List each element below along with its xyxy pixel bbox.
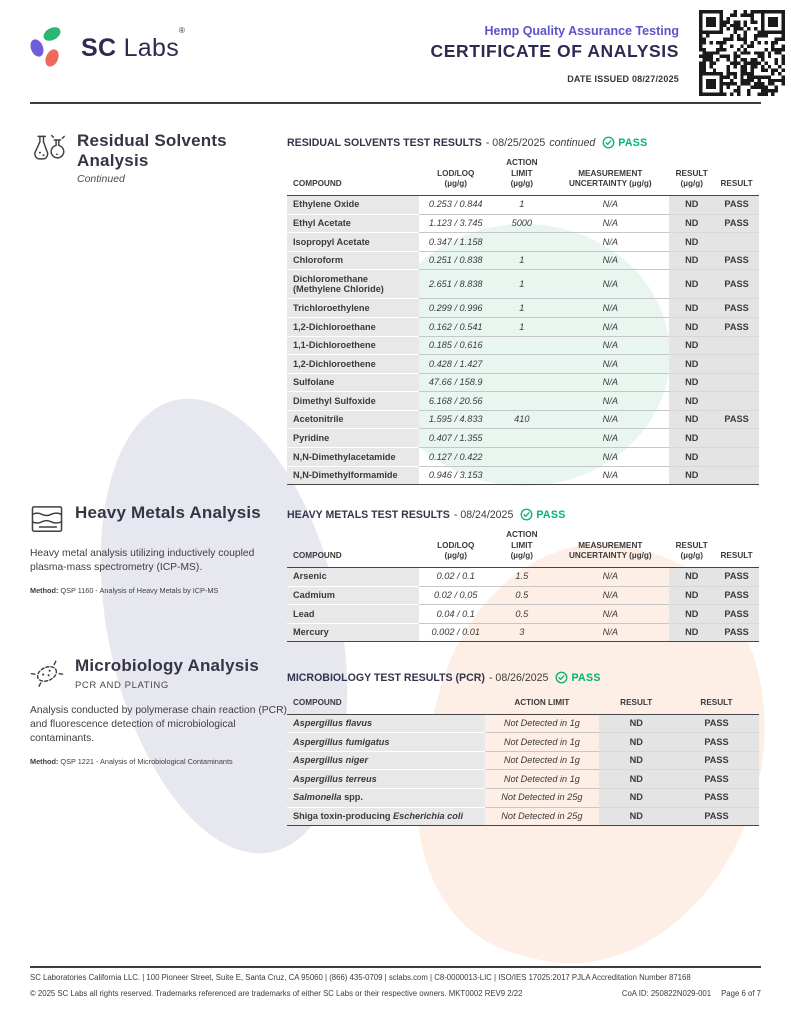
- cell-uncertainty: N/A: [551, 605, 669, 624]
- cell-action_limit: Not Detected in 1g: [485, 751, 598, 770]
- cell-uncertainty: N/A: [551, 355, 669, 374]
- cell-lod_loq: 0.185 / 0.616: [419, 336, 492, 355]
- cell-compound: 1,2-Dichloroethane: [287, 318, 419, 337]
- certificate-title: CERTIFICATE OF ANALYSIS: [430, 41, 679, 61]
- cell-compound: Mercury: [287, 623, 419, 642]
- cell-compound: Dimethyl Sulfoxide: [287, 392, 419, 411]
- cell-result: ND: [669, 567, 714, 586]
- cell-lod_loq: 6.168 / 20.56: [419, 392, 492, 411]
- cell-result: ND: [599, 751, 675, 770]
- cell-uncertainty: N/A: [551, 195, 669, 214]
- section-subtitle: Continued: [77, 173, 125, 185]
- cell-lod_loq: 0.162 / 0.541: [419, 318, 492, 337]
- cell-compound: Ethylene Oxide: [287, 195, 419, 214]
- results-note: continued: [549, 136, 596, 149]
- table-row: [287, 448, 759, 467]
- footer-copyright: © 2025 SC Labs all rights reserved. Trademarks referenced are trademarks of either SC Labs or their respective owners. MKT0002 REV9 2/22: [30, 989, 523, 998]
- cell-compound: Sulfolane: [287, 373, 419, 392]
- cell-status: PASS: [674, 733, 759, 752]
- section-method: [30, 586, 286, 595]
- cell-status: PASS: [714, 586, 759, 605]
- table-row: [287, 751, 759, 770]
- method-label: Method:: [30, 756, 59, 766]
- cell-status: [714, 392, 759, 411]
- cell-lod_loq: 0.946 / 3.153: [419, 466, 492, 485]
- header-title-block: [431, 24, 679, 84]
- cell-uncertainty: N/A: [551, 251, 669, 270]
- logo-labs: Labs: [123, 33, 180, 62]
- cell-compound: N,N-Dimethylformamide: [287, 466, 419, 485]
- pass-label: PASS: [536, 508, 566, 521]
- cell-lod_loq: 0.428 / 1.427: [419, 355, 492, 374]
- cell-result: ND: [599, 770, 675, 789]
- column-header-lod_loq: LOD/LOQ (µg/g): [419, 158, 492, 195]
- cell-uncertainty: N/A: [551, 336, 669, 355]
- table-row: [287, 788, 759, 807]
- cell-compound: Aspergillus niger: [287, 751, 485, 770]
- cell-compound: Isopropyl Acetate: [287, 233, 419, 252]
- cell-uncertainty: N/A: [551, 233, 669, 252]
- cell-status: [714, 429, 759, 448]
- cell-compound: Ethyl Acetate: [287, 214, 419, 233]
- table-row: [287, 195, 759, 214]
- cell-status: [714, 355, 759, 374]
- table-row: [287, 770, 759, 789]
- cell-compound: Acetonitrile: [287, 410, 419, 429]
- column-header-action_limit: ACTION LIMIT (µg/g): [492, 530, 551, 567]
- cell-compound: N,N-Dimethylacetamide: [287, 448, 419, 467]
- cell-result: ND: [669, 251, 714, 270]
- pass-check-icon: [602, 136, 615, 149]
- section-microbiology: [30, 656, 292, 766]
- cell-status: [714, 448, 759, 467]
- section-title: Residual Solvents Analysis: [77, 131, 227, 170]
- microbe-icon: [30, 657, 64, 689]
- cell-status: PASS: [714, 410, 759, 429]
- cell-action_limit: 3: [492, 623, 551, 642]
- cell-result: ND: [669, 392, 714, 411]
- qr-code: [699, 10, 785, 96]
- results-date: - 08/25/2025: [485, 136, 546, 149]
- cell-status: [714, 233, 759, 252]
- table-row: [287, 318, 759, 337]
- cell-status: PASS: [674, 788, 759, 807]
- cell-compound: Arsenic: [287, 567, 419, 586]
- program-title: Hemp Quality Assurance Testing: [484, 24, 679, 38]
- microbiology-table: [287, 698, 759, 826]
- column-header-action_limit: ACTION LIMIT: [485, 698, 598, 714]
- pass-check-icon: [520, 508, 533, 521]
- section-description: Heavy metal analysis utilizing inductively coupled plasma-mass spectrometry (ICP-MS).: [30, 548, 255, 573]
- table-row: [287, 623, 759, 642]
- pass-label: PASS: [618, 136, 648, 149]
- page-number: Page 6 of 7: [721, 989, 761, 998]
- cell-status: PASS: [674, 770, 759, 789]
- cell-compound: 1,1-Dichloroethene: [287, 336, 419, 355]
- cell-result: ND: [669, 429, 714, 448]
- column-header-compound: COMPOUND: [287, 158, 419, 195]
- cell-result: ND: [599, 807, 675, 826]
- heavy-metals-results: [287, 508, 759, 642]
- section-residual-solvents: [30, 131, 280, 185]
- cell-result: ND: [669, 270, 714, 299]
- cell-uncertainty: N/A: [551, 270, 669, 299]
- cell-result: ND: [669, 586, 714, 605]
- pass-badge: [602, 136, 647, 149]
- cell-result: ND: [669, 623, 714, 642]
- method-label: Method:: [30, 585, 59, 595]
- column-header-compound: COMPOUND: [287, 530, 419, 567]
- cell-action_limit: 1: [492, 318, 551, 337]
- cell-uncertainty: N/A: [551, 214, 669, 233]
- cell-action_limit: 410: [492, 410, 551, 429]
- cell-action_limit: 1: [492, 195, 551, 214]
- cell-lod_loq: 2.651 / 8.838: [419, 270, 492, 299]
- cell-action_limit: [492, 373, 551, 392]
- cell-lod_loq: 0.407 / 1.355: [419, 429, 492, 448]
- cell-compound: Shiga toxin-producing Escherichia coli: [287, 807, 485, 826]
- table-row: [287, 733, 759, 752]
- column-header-status: RESULT: [714, 158, 759, 195]
- residual-solvents-results: [287, 136, 759, 485]
- table-row: [287, 251, 759, 270]
- results-header: [287, 508, 759, 521]
- cell-action_limit: Not Detected in 25g: [485, 788, 598, 807]
- sclabs-logo: [30, 26, 185, 70]
- cell-action_limit: 5000: [492, 214, 551, 233]
- cell-uncertainty: N/A: [551, 466, 669, 485]
- cell-compound: Aspergillus fumigatus: [287, 733, 485, 752]
- cell-result: ND: [669, 299, 714, 318]
- cell-action_limit: 1.5: [492, 567, 551, 586]
- cell-status: PASS: [714, 605, 759, 624]
- cell-lod_loq: 0.127 / 0.422: [419, 448, 492, 467]
- section-subtitle: PCR AND PLATING: [75, 680, 169, 691]
- results-date: - 08/26/2025: [488, 671, 549, 684]
- results-header: [287, 671, 759, 684]
- results-table: [287, 698, 759, 826]
- results-title: HEAVY METALS TEST RESULTS: [287, 508, 450, 521]
- results-title: MICROBIOLOGY TEST RESULTS (PCR): [287, 671, 485, 684]
- heavy-metals-table: [287, 530, 759, 642]
- section-title: Heavy Metals Analysis: [75, 503, 261, 522]
- table-row: [287, 336, 759, 355]
- cell-action_limit: 1: [492, 299, 551, 318]
- column-header-compound: COMPOUND: [287, 698, 485, 714]
- sclabs-logo-text: [81, 25, 186, 63]
- column-header-status: RESULT: [714, 530, 759, 567]
- cell-result: ND: [669, 195, 714, 214]
- table-row: [287, 410, 759, 429]
- results-date: - 08/24/2025: [453, 508, 514, 521]
- cell-lod_loq: 0.347 / 1.158: [419, 233, 492, 252]
- column-header-result: RESULT (µg/g): [669, 158, 714, 195]
- cell-status: PASS: [714, 270, 759, 299]
- cell-result: ND: [599, 733, 675, 752]
- column-header-lod_loq: LOD/LOQ (µg/g): [419, 530, 492, 567]
- pass-badge: [555, 671, 600, 684]
- header-divider: [30, 102, 761, 104]
- cell-result: ND: [599, 788, 675, 807]
- cell-action_limit: [492, 392, 551, 411]
- cell-action_limit: Not Detected in 1g: [485, 770, 598, 789]
- cell-action_limit: 0.5: [492, 605, 551, 624]
- table-row: [287, 299, 759, 318]
- cell-compound: Cadmium: [287, 586, 419, 605]
- cell-result: ND: [669, 466, 714, 485]
- cell-uncertainty: N/A: [551, 448, 669, 467]
- flask-icon: [30, 132, 66, 166]
- cell-lod_loq: 0.002 / 0.01: [419, 623, 492, 642]
- cell-action_limit: 0.5: [492, 586, 551, 605]
- cell-result: ND: [669, 233, 714, 252]
- cell-uncertainty: N/A: [551, 586, 669, 605]
- table-row: [287, 270, 759, 299]
- cell-lod_loq: 1.123 / 3.745: [419, 214, 492, 233]
- cell-result: ND: [599, 714, 675, 733]
- sclabs-logo-icon: [30, 26, 72, 70]
- cell-status: PASS: [714, 567, 759, 586]
- table-row: [287, 429, 759, 448]
- cell-uncertainty: N/A: [551, 392, 669, 411]
- date-issued: DATE ISSUED 08/27/2025: [567, 74, 679, 84]
- table-row: [287, 605, 759, 624]
- column-header-action_limit: ACTION LIMIT (µg/g): [492, 158, 551, 195]
- cell-compound: Chloroform: [287, 251, 419, 270]
- cell-status: PASS: [714, 195, 759, 214]
- coa-id: CoA ID: 250822N029-001: [621, 989, 712, 998]
- section-method: [30, 757, 292, 766]
- cell-uncertainty: N/A: [551, 623, 669, 642]
- footer-legal-line: [30, 989, 761, 998]
- cell-lod_loq: 0.299 / 0.996: [419, 299, 492, 318]
- cell-status: PASS: [714, 251, 759, 270]
- method-value: QSP 1221 - Analysis of Microbiological Contaminants: [60, 756, 233, 766]
- cell-result: ND: [669, 214, 714, 233]
- section-heavy-metals: [30, 503, 286, 595]
- cell-status: [714, 373, 759, 392]
- cell-compound: Trichloroethylene: [287, 299, 419, 318]
- cell-status: PASS: [714, 318, 759, 337]
- cell-lod_loq: 1.595 / 4.833: [419, 410, 492, 429]
- table-row: [287, 586, 759, 605]
- cell-action_limit: Not Detected in 25g: [485, 807, 598, 826]
- cell-result: ND: [669, 336, 714, 355]
- cell-action_limit: [492, 355, 551, 374]
- section-title: Microbiology Analysis: [75, 656, 259, 675]
- residual-solvents-table: [287, 158, 759, 485]
- results-table: [287, 530, 759, 642]
- cell-result: ND: [669, 605, 714, 624]
- pass-label: PASS: [571, 671, 601, 684]
- cell-action_limit: [492, 466, 551, 485]
- cell-result: ND: [669, 318, 714, 337]
- cell-status: PASS: [674, 751, 759, 770]
- column-header-status: RESULT: [674, 698, 759, 714]
- cell-result: ND: [669, 410, 714, 429]
- cell-uncertainty: N/A: [551, 567, 669, 586]
- table-row: [287, 807, 759, 826]
- cell-uncertainty: N/A: [551, 318, 669, 337]
- footer-divider: [30, 966, 761, 968]
- cell-status: [714, 336, 759, 355]
- footer-contact-line: SC Laboratories California LLC. | 100 Pioneer Street, Suite E, Santa Cruz, CA 95060 | (866) 435-0709 | sclabs.com | C8-0000013-LIC | ISO/IES 17025:2017 PJLA Accreditation Number 87168: [30, 973, 691, 982]
- cell-compound: Aspergillus terreus: [287, 770, 485, 789]
- table-row: [287, 373, 759, 392]
- cell-lod_loq: 0.04 / 0.1: [419, 605, 492, 624]
- column-header-uncertainty: MEASUREMENT UNCERTAINTY (µg/g): [551, 158, 669, 195]
- heavy-metals-icon: [30, 504, 64, 534]
- cell-status: PASS: [714, 623, 759, 642]
- cell-action_limit: [492, 448, 551, 467]
- cell-result: ND: [669, 448, 714, 467]
- cell-compound: Pyridine: [287, 429, 419, 448]
- cell-action_limit: [492, 429, 551, 448]
- cell-action_limit: [492, 233, 551, 252]
- cell-action_limit: [492, 336, 551, 355]
- results-table: [287, 158, 759, 485]
- column-header-uncertainty: MEASUREMENT UNCERTAINTY (µg/g): [551, 530, 669, 567]
- cell-result: ND: [669, 373, 714, 392]
- cell-status: PASS: [674, 714, 759, 733]
- table-row: [287, 392, 759, 411]
- cell-uncertainty: N/A: [551, 373, 669, 392]
- logo-registered-mark: ®: [179, 25, 186, 35]
- cell-compound: Aspergillus flavus: [287, 714, 485, 733]
- results-header: [287, 136, 759, 149]
- pass-badge: [520, 508, 565, 521]
- cell-lod_loq: 47.66 / 158.9: [419, 373, 492, 392]
- cell-lod_loq: 0.253 / 0.844: [419, 195, 492, 214]
- cell-lod_loq: 0.02 / 0.05: [419, 586, 492, 605]
- cell-status: PASS: [714, 214, 759, 233]
- cell-action_limit: 1: [492, 270, 551, 299]
- pass-check-icon: [555, 671, 568, 684]
- cell-compound: Dichloromethane (Methylene Chloride): [287, 270, 419, 299]
- table-row: [287, 466, 759, 485]
- cell-uncertainty: N/A: [551, 429, 669, 448]
- section-description: Analysis conducted by polymerase chain reaction (PCR) and fluorescence detection of microbiological contaminants.: [30, 705, 287, 744]
- column-header-result: RESULT: [599, 698, 675, 714]
- table-row: [287, 567, 759, 586]
- cell-action_limit: 1: [492, 251, 551, 270]
- cell-status: PASS: [714, 299, 759, 318]
- column-header-result: RESULT (µg/g): [669, 530, 714, 567]
- cell-action_limit: Not Detected in 1g: [485, 733, 598, 752]
- cell-uncertainty: N/A: [551, 410, 669, 429]
- cell-compound: 1,2-Dichloroethene: [287, 355, 419, 374]
- table-row: [287, 214, 759, 233]
- table-row: [287, 233, 759, 252]
- table-row: [287, 355, 759, 374]
- cell-compound: Lead: [287, 605, 419, 624]
- logo-sc: SC: [81, 33, 117, 62]
- table-row: [287, 714, 759, 733]
- microbiology-results: [287, 671, 759, 826]
- cell-action_limit: Not Detected in 1g: [485, 714, 598, 733]
- cell-result: ND: [669, 355, 714, 374]
- method-value: QSP 1160 - Analysis of Heavy Metals by ICP-MS: [60, 585, 219, 595]
- cell-compound: Salmonella spp.: [287, 788, 485, 807]
- cell-lod_loq: 0.251 / 0.838: [419, 251, 492, 270]
- results-title: RESIDUAL SOLVENTS TEST RESULTS: [287, 136, 482, 149]
- cell-status: PASS: [674, 807, 759, 826]
- cell-lod_loq: 0.02 / 0.1: [419, 567, 492, 586]
- cell-status: [714, 466, 759, 485]
- cell-uncertainty: N/A: [551, 299, 669, 318]
